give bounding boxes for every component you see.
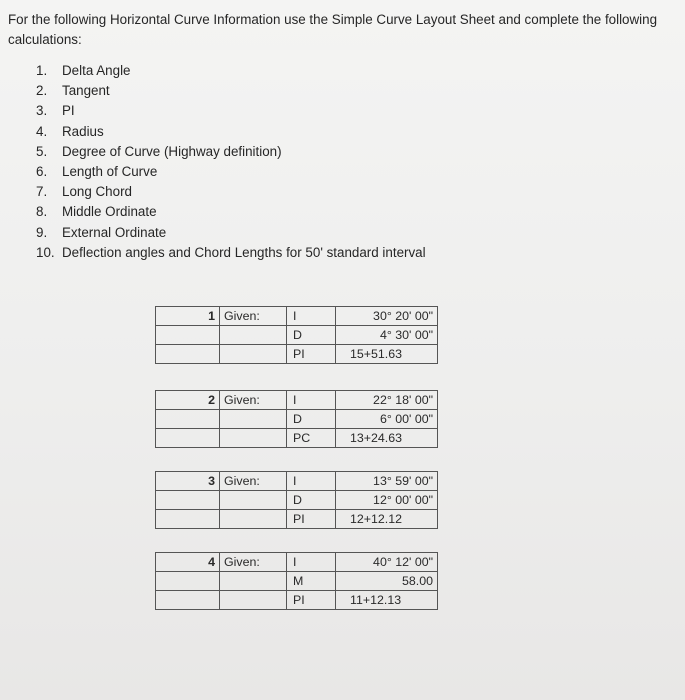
parameter-value: 40° 12' 00": [336, 553, 438, 572]
parameter-symbol: PC: [287, 429, 336, 448]
parameter-symbol: I: [287, 391, 336, 410]
parameter-value: 12+12.12: [336, 510, 438, 529]
table-row: [156, 410, 438, 429]
table-row: [156, 391, 438, 410]
curve-2-table: [155, 390, 438, 448]
curve-number: 2: [156, 391, 220, 410]
curve-number: 1: [156, 307, 220, 326]
parameter-value: 12° 00' 00": [336, 491, 438, 510]
parameter-symbol: D: [287, 491, 336, 510]
list-item: 3. PI: [36, 103, 75, 119]
parameter-value: 13° 59' 00": [336, 472, 438, 491]
parameter-symbol: PI: [287, 591, 336, 610]
list-item: 6. Length of Curve: [36, 164, 158, 180]
list-item: 8. Middle Ordinate: [36, 204, 157, 220]
list-item: 9. External Ordinate: [36, 224, 167, 240]
parameter-value: 13+24.63: [336, 429, 438, 448]
parameter-symbol: D: [287, 410, 336, 429]
parameter-value: 4° 30' 00": [336, 326, 438, 345]
parameter-symbol: D: [287, 326, 336, 345]
list-item: 4. Radius: [36, 123, 104, 139]
table-row: [156, 491, 438, 510]
table-row: [156, 591, 438, 610]
given-label: Given:: [220, 391, 287, 410]
parameter-symbol: I: [287, 307, 336, 326]
list-item: 5. Degree of Curve (Highway definition): [36, 143, 282, 159]
instructions-paragraph: For the following Horizontal Curve Information use the Simple Curve Layout Sheet and complete the following calculations:: [8, 12, 658, 47]
table-row: [156, 307, 438, 326]
curve-number: 3: [156, 472, 220, 491]
parameter-symbol: M: [287, 572, 336, 591]
list-item: 1. Delta Angle: [36, 63, 131, 78]
list-item: 7. Long Chord: [36, 184, 132, 200]
calculation-list: [36, 61, 426, 263]
parameter-symbol: PI: [287, 510, 336, 529]
table-row: [156, 553, 438, 572]
parameter-symbol: I: [287, 472, 336, 491]
table-row: [156, 345, 438, 364]
parameter-symbol: I: [287, 553, 336, 572]
curve-4-table: [155, 552, 438, 610]
given-label: Given:: [220, 472, 287, 491]
table-row: [156, 472, 438, 491]
table-row: [156, 326, 438, 345]
parameter-value: 22° 18' 00": [336, 391, 438, 410]
curve-number: 4: [156, 553, 220, 572]
parameter-value: 15+51.63: [336, 345, 438, 364]
curve-1-table: [155, 306, 438, 364]
parameter-value: 58.00: [336, 572, 438, 591]
list-item: 10. Deflection angles and Chord Lengths for 50' standard interval: [36, 244, 426, 260]
parameter-value: 6° 00' 00": [336, 410, 438, 429]
curve-3-table: [155, 471, 438, 529]
table-row: [156, 510, 438, 529]
given-label: Given:: [220, 307, 287, 326]
parameter-symbol: PI: [287, 345, 336, 364]
parameter-value: 30° 20' 00": [336, 307, 438, 326]
table-row: [156, 572, 438, 591]
parameter-value: 11+12.13: [336, 591, 438, 610]
table-row: [156, 429, 438, 448]
list-item: 2. Tangent: [36, 83, 110, 99]
given-label: Given:: [220, 553, 287, 572]
